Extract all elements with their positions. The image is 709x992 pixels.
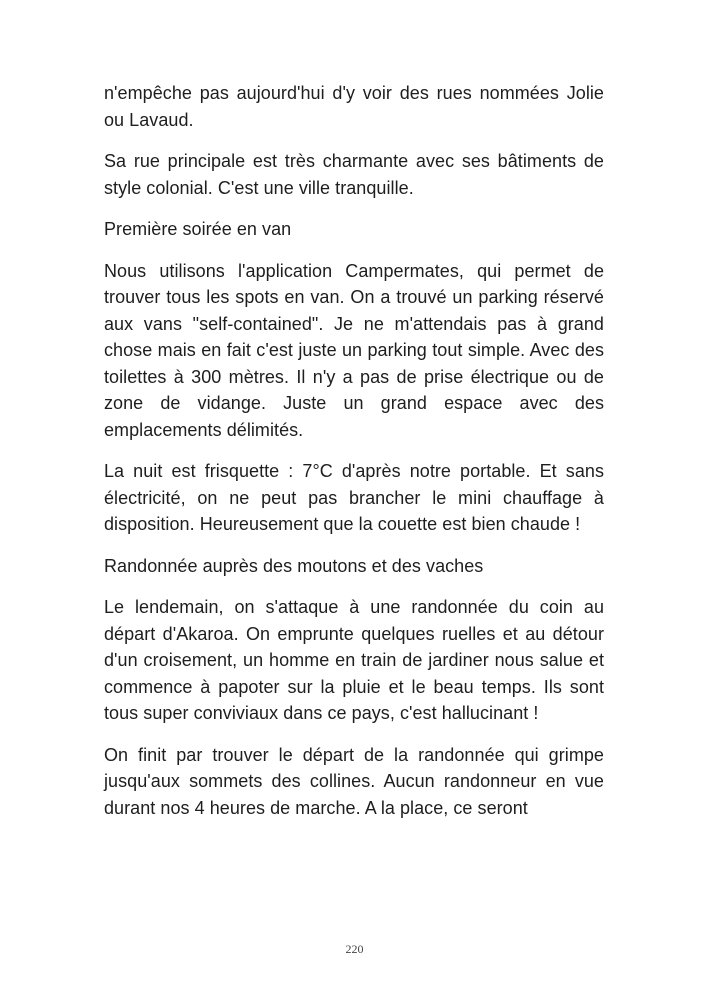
page-body xyxy=(104,80,604,836)
section-heading: Randonnée auprès des moutons et des vaches xyxy=(104,555,484,576)
paragraph: n'empêche pas aujourd'hui d'y voir des rues nommées Jolie ou Lavaud. xyxy=(104,83,604,130)
paragraph: La nuit est frisquette : 7°C d'après notre portable. Et sans électricité, on ne peut pas brancher le mini chauffage à disposition. Heureusement que la couette est bien chaude ! xyxy=(104,461,604,534)
section-heading: Première soirée en van xyxy=(104,219,292,239)
page-number: 220 xyxy=(345,942,364,956)
paragraph: Nous utilisons l'application Campermates, qui permet de trouver tous les spots en van. On a trouvé un parking réservé aux vans "self-contained". Je ne m'attendais pas à grand chose mais en fait c'est juste un parking tout simple. Avec des toilettes à 300 mètres. Il n'y a pas de prise électrique ou de zone de vidange. Juste un grand espace avec des emplacements délimités. xyxy=(104,260,604,440)
paragraph: Le lendemain, on s'attaque à une randonnée du coin au départ d'Akaroa. On emprunte quelques ruelles et au détour d'un croisement, un homme en train de jardiner nous salue et commence à papoter sur la pluie et le beau temps. Ils sont tous super conviviaux dans ce pays, c'est hallucinant ! xyxy=(104,597,604,723)
paragraph: Sa rue principale est très charmante avec ses bâtiments de style colonial. C'est une ville tranquille. xyxy=(104,151,604,198)
paragraph: On finit par trouver le départ de la randonnée qui grimpe jusqu'aux sommets des collines. Aucun randonneur en vue durant nos 4 heures de marche. A la place, ce seront xyxy=(104,744,604,818)
